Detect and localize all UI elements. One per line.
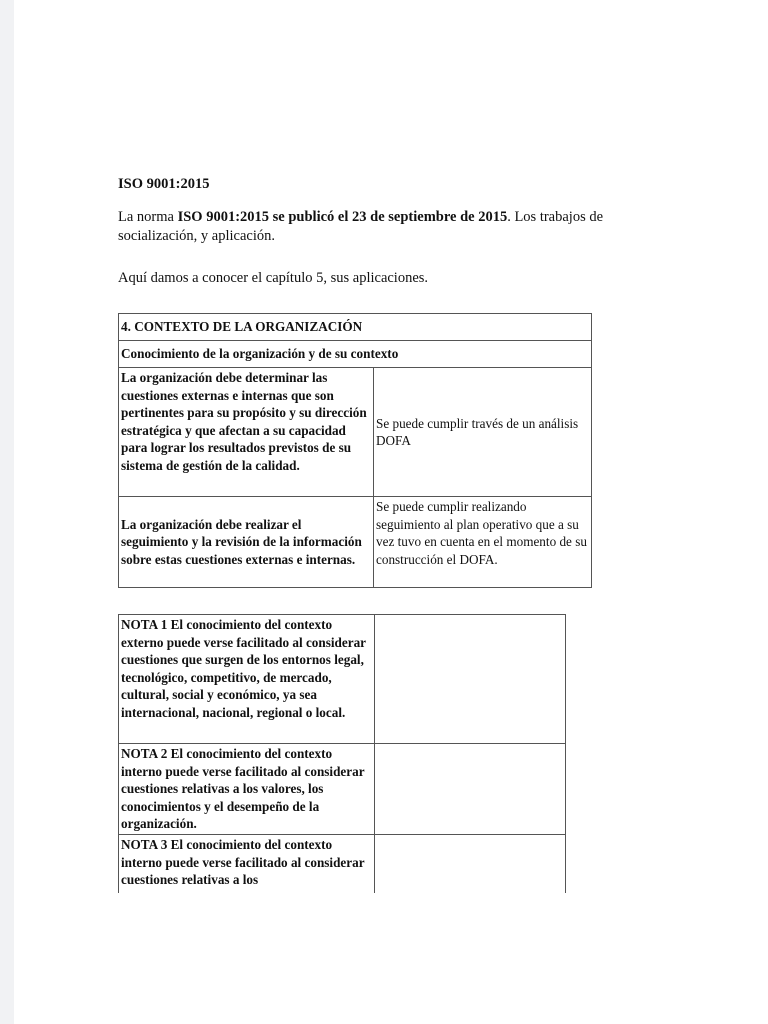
note-cell: NOTA 2 El conocimiento del contexto interno puede verse facilitado al considerar cuestiones relativas a los valores, los conocimientos y el desempeño de la organización. — [119, 744, 375, 835]
note-cell: NOTA 1 El conocimiento del contexto externo puede verse facilitado al considerar cuestiones que surgen de los entornos legal, tecnológico, competitivo, de mercado, cultural, social y económico, ya sea internacional, nacional, regional o local. — [119, 615, 375, 744]
context-table — [118, 313, 592, 588]
note-cell: NOTA 3 El conocimiento del contexto interno puede verse facilitado al considerar cuestiones relativas a los — [119, 835, 375, 898]
document-heading: ISO 9001:2015 — [118, 176, 210, 192]
answer-cell: Se puede cumplir realizando seguimiento al plan operativo que a su vez tuvo en cuenta en el momento de su construcción el DOFA. — [374, 497, 592, 588]
table-row — [119, 368, 592, 497]
page-left-margin — [0, 893, 14, 1024]
empty-cell — [374, 744, 565, 835]
requirement-cell: La organización debe determinar las cuestiones externas e internas que son pertinentes para su propósito y su dirección estratégica y que afectan a su capacidad para lograr los resultados previstos de su sistema de gestión de la calidad. — [119, 368, 374, 497]
table-subtitle: Conocimiento de la organización y de su contexto — [119, 341, 592, 368]
notes-table — [118, 614, 566, 898]
document-page — [14, 0, 768, 1024]
table-row — [119, 341, 592, 368]
chapter-paragraph: Aquí damos a conocer el capítulo 5, sus aplicaciones. — [118, 270, 429, 286]
intro-paragraph — [118, 208, 618, 246]
empty-cell — [374, 835, 565, 898]
table-row — [119, 615, 566, 744]
page-bottom-mask — [14, 893, 768, 1024]
requirement-cell: La organización debe realizar el seguimiento y la revisión de la información sobre estas cuestiones externas e internas. — [119, 497, 374, 588]
intro-suffix: . Los trabajos de socialización, y aplicación. — [118, 209, 604, 244]
table-row — [119, 497, 592, 588]
intro-bold: ISO 9001:2015 se publicó el 23 de septiembre de 2015 — [177, 209, 508, 225]
table-row — [119, 314, 592, 341]
empty-cell — [374, 615, 565, 744]
answer-cell: Se puede cumplir través de un análisis DOFA — [374, 368, 592, 497]
table-row — [119, 744, 566, 835]
table-row — [119, 835, 566, 898]
intro-prefix: La norma — [118, 209, 178, 225]
table-title: 4. CONTEXTO DE LA ORGANIZACIÓN — [119, 314, 592, 341]
